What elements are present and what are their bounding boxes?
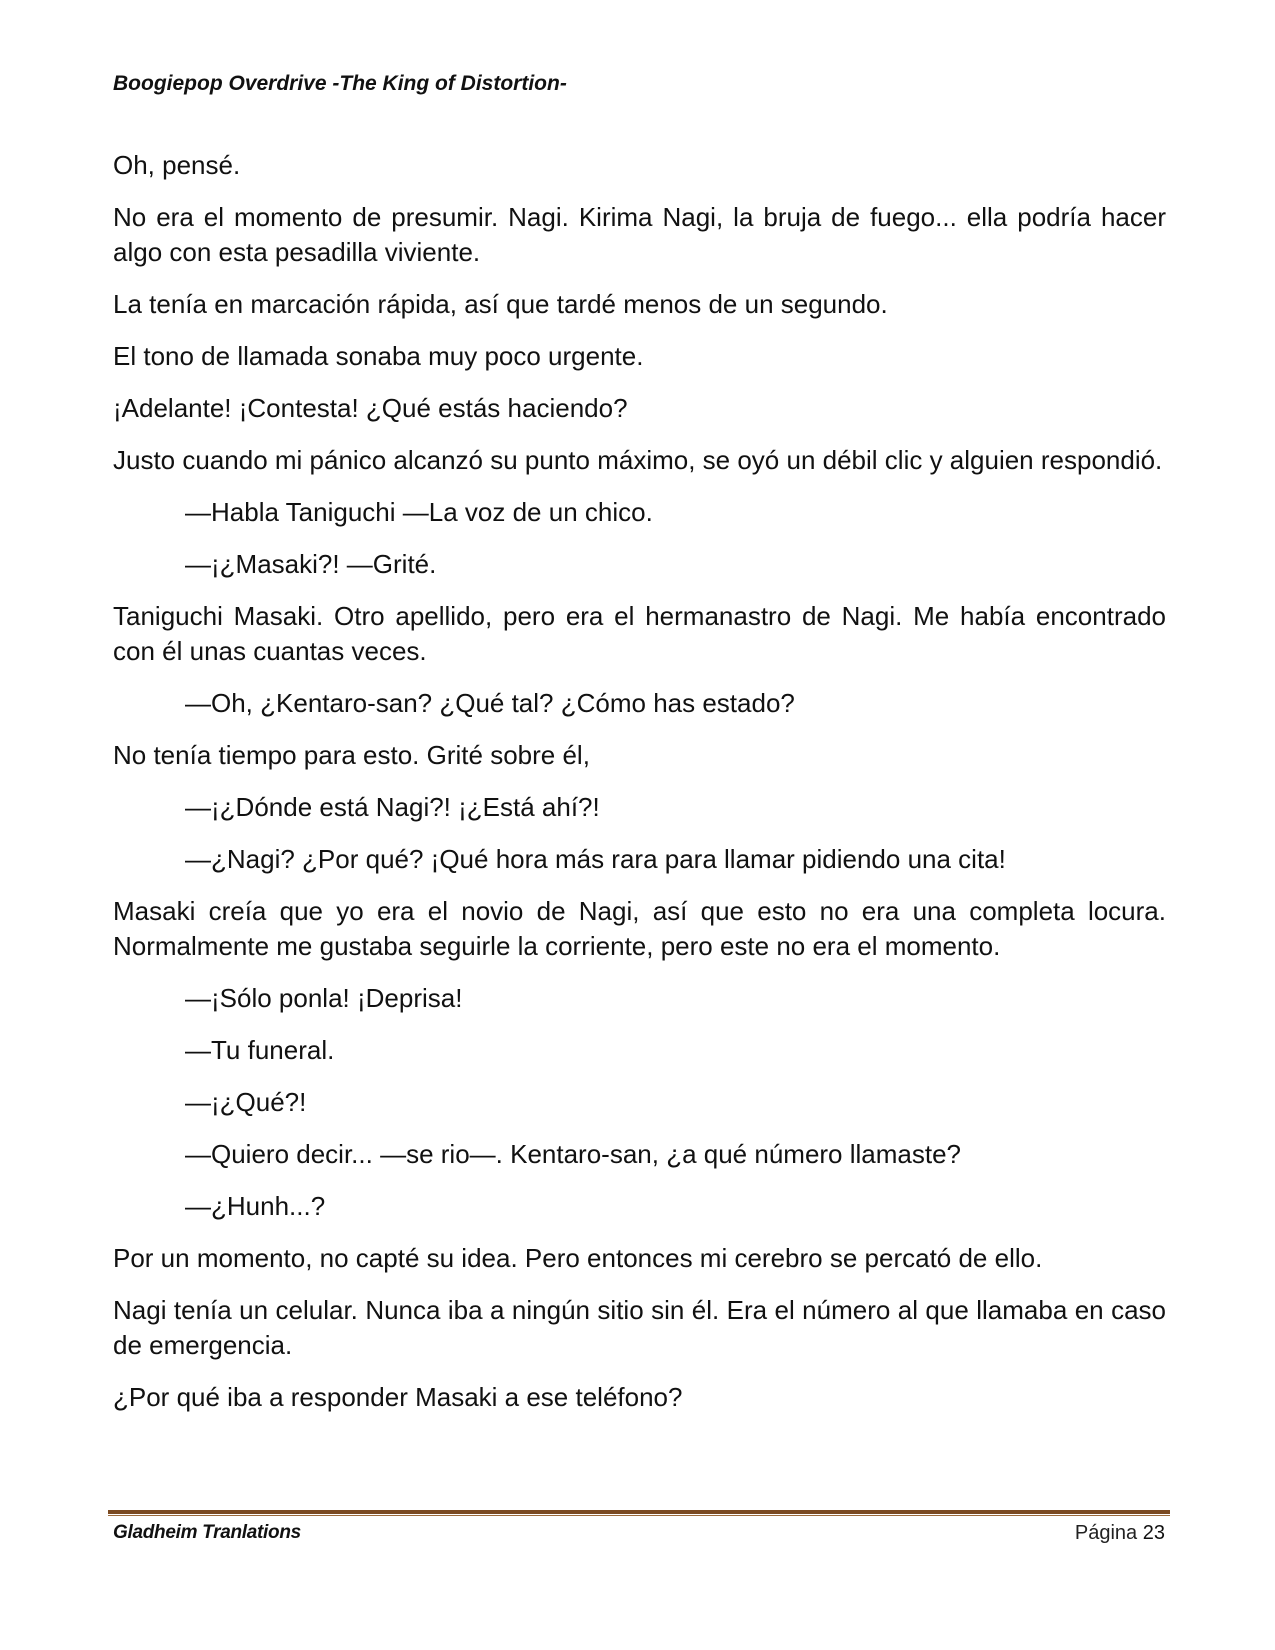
body-text [113,148,1166,1432]
paragraph: Masaki creía que yo era el novio de Nagi, así que esto no era una completa locura. Normalmente me gustaba seguirle la corriente, pero este no era el momento. [113,896,1166,961]
dialog-line: —Oh, ¿Kentaro-san? ¿Qué tal? ¿Cómo has estado? [185,688,795,718]
dialog-line: —¡¿Dónde está Nagi?! ¡¿Está ahí?! [185,792,600,822]
book-title-header: Boogiepop Overdrive -The King of Distortion- [113,72,567,95]
footer-publisher: Gladheim Tranlations [113,1522,301,1543]
paragraph: No era el momento de presumir. Nagi. Kirima Nagi, la bruja de fuego... ella podría hacer algo con esta pesadilla viviente. [113,202,1166,267]
paragraph: ¿Por qué iba a responder Masaki a ese teléfono? [113,1382,683,1412]
dialog-line: —¿Nagi? ¿Por qué? ¡Qué hora más rara para llamar pidiendo una cita! [185,844,1006,874]
dialog-line: —¡Sólo ponla! ¡Deprisa! [185,983,463,1013]
page-label: Página [1074,1522,1138,1544]
dialog-line: —¡¿Qué?! [185,1087,307,1117]
paragraph: Taniguchi Masaki. Otro apellido, pero era el hermanastro de Nagi. Me había encontrado con él unas cuantas veces. [113,601,1166,666]
paragraph: ¡Adelante! ¡Contesta! ¿Qué estás haciendo? [113,393,628,423]
dialog-line: —¡¿Masaki?! —Grité. [185,549,437,579]
paragraph: No tenía tiempo para esto. Grité sobre él, [113,740,590,770]
page-number: 23 [1142,1522,1165,1544]
paragraph: Justo cuando mi pánico alcanzó su punto máximo, se oyó un débil clic y alguien respondió. [113,445,1163,475]
paragraph: Por un momento, no capté su idea. Pero entonces mi cerebro se percató de ello. [113,1243,1043,1273]
dialog-line: —Quiero decir... —se rio—. Kentaro-san, ¿a qué número llamaste? [185,1139,962,1169]
paragraph: Nagi tenía un celular. Nunca iba a ningún sitio sin él. Era el número al que llamaba en caso de emergencia. [113,1295,1166,1360]
dialog-line: —¿Hunh...? [185,1191,326,1221]
paragraph: El tono de llamada sonaba muy poco urgente. [113,341,644,371]
footer-page-indicator [1075,1522,1165,1545]
footer-divider [108,1510,1170,1516]
dialog-line: —Habla Taniguchi —La voz de un chico. [185,497,653,527]
dialog-line: —Tu funeral. [185,1035,335,1065]
paragraph: La tenía en marcación rápida, así que tardé menos de un segundo. [113,289,888,319]
paragraph: Oh, pensé. [113,150,241,180]
